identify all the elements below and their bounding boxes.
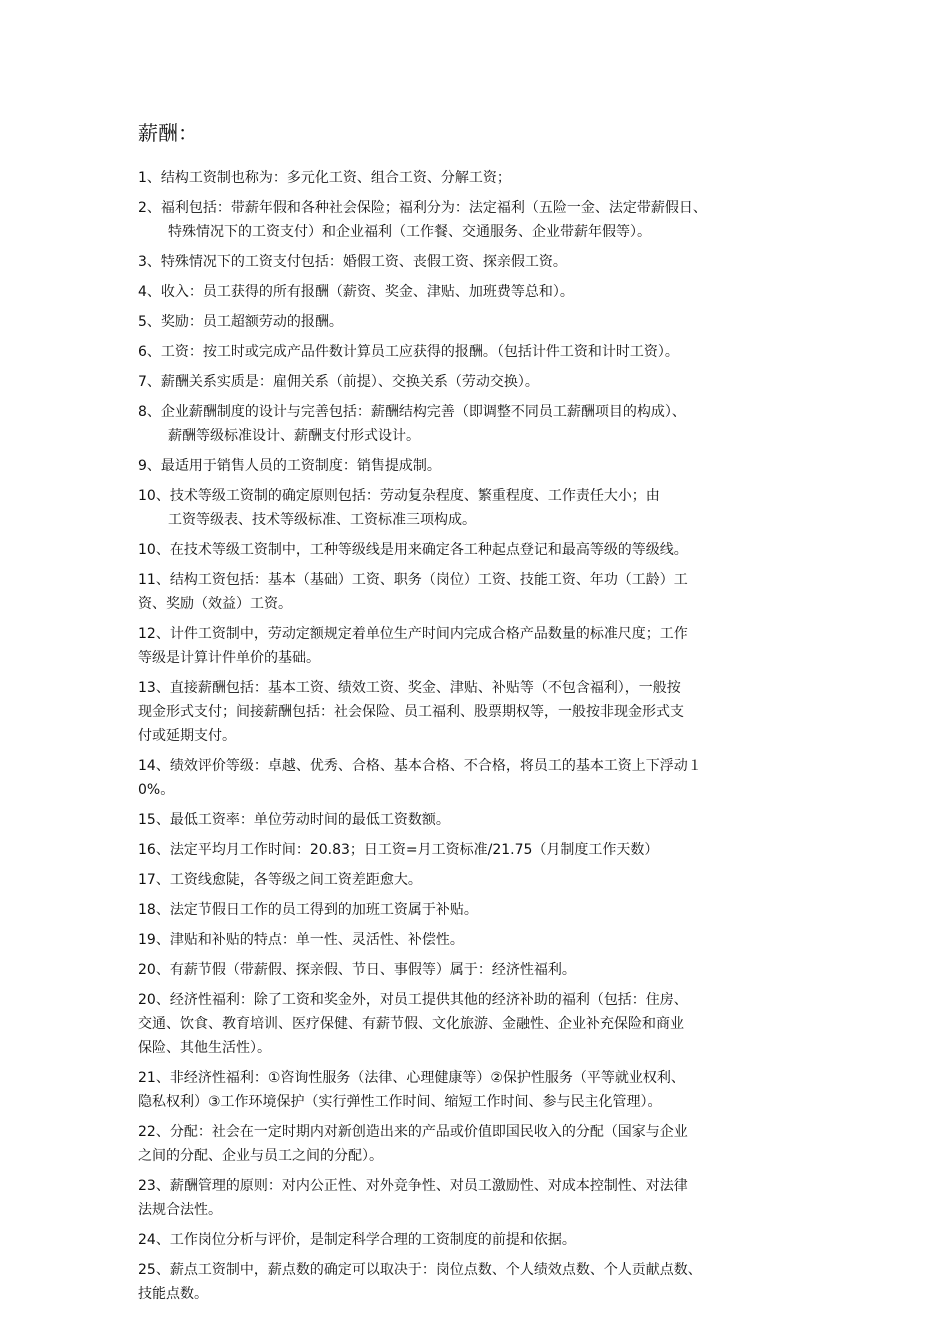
- list-item-line: 25、薪点工资制中，薪点数的确定可以取决于：岗位点数、个人绩效点数、个人贡献点数、: [138, 1262, 702, 1278]
- list-item-line: 10、技术等级工资制的确定原则包括：劳动复杂程度、繁重程度、工作责任大小；由: [138, 488, 660, 504]
- list-item: [138, 1174, 822, 1222]
- list-item-line: 隐私权利）③工作环境保护（实行弹性工作时间、缩短工作时间、参与民主化管理）。: [138, 1094, 662, 1110]
- list-item-line: 21、非经济性福利：①咨询性服务（法律、心理健康等）②保护性服务（平等就业权利、: [138, 1070, 685, 1086]
- list-item: [138, 250, 822, 274]
- list-item: [138, 568, 822, 616]
- list-item-line: 薪酬等级标准设计、薪酬支付形式设计。: [168, 428, 420, 444]
- page-title: 薪酬：: [138, 121, 198, 145]
- list-item-line: 24、工作岗位分析与评价，是制定科学合理的工资制度的前提和依据。: [138, 1232, 576, 1248]
- list-item-line: 19、津贴和补贴的特点：单一性、灵活性、补偿性。: [138, 932, 464, 948]
- list-item-line: 15、最低工资率：单位劳动时间的最低工资数额。: [138, 812, 450, 828]
- list-item-line: 9、最适用于销售人员的工资制度：销售提成制。: [138, 458, 441, 474]
- list-item: [138, 754, 822, 802]
- list-item: [138, 1120, 822, 1168]
- list-item: [138, 166, 822, 190]
- list-item: [138, 898, 822, 922]
- list-item-line: 7、薪酬关系实质是：雇佣关系（前提）、交换关系（劳动交换）。: [138, 374, 539, 390]
- list-item: [138, 1066, 822, 1114]
- list-item-line: 20、经济性福利：除了工资和奖金外，对员工提供其他的经济补助的福利（包括：住房、: [138, 992, 688, 1008]
- numbered-list: [138, 166, 822, 1312]
- list-item-line: 3、特殊情况下的工资支付包括：婚假工资、丧假工资、探亲假工资。: [138, 254, 567, 270]
- list-item: [138, 676, 822, 748]
- list-item-line: 13、直接薪酬包括：基本工资、绩效工资、奖金、津贴、补贴等（不包含福利），一般按: [138, 680, 681, 696]
- list-item: [138, 958, 822, 982]
- list-item: [138, 928, 822, 952]
- list-item: [138, 340, 822, 364]
- list-item: [138, 808, 822, 832]
- list-item-line: 8、企业薪酬制度的设计与完善包括：薪酬结构完善（即调整不同员工薪酬项目的构成）、: [138, 404, 686, 420]
- list-item: [138, 868, 822, 892]
- list-item-line: 保险、其他生活性）。: [138, 1040, 271, 1056]
- list-item-line: 6、工资：按工时或完成产品件数计算员工应获得的报酬。（包括计件工资和计时工资）。: [138, 344, 679, 360]
- list-item: [138, 1228, 822, 1252]
- list-item: [138, 538, 822, 562]
- list-item: [138, 370, 822, 394]
- list-item-line: 12、计件工资制中，劳动定额规定着单位生产时间内完成合格产品数量的标准尺度；工作: [138, 626, 688, 642]
- list-item-line: 工资等级表、技术等级标准、工资标准三项构成。: [168, 512, 476, 528]
- list-item-line: 20、有薪节假（带薪假、探亲假、节日、事假等）属于：经济性福利。: [138, 962, 576, 978]
- list-item-line: 4、收入：员工获得的所有报酬（薪资、奖金、津贴、加班费等总和）。: [138, 284, 574, 300]
- list-item: [138, 454, 822, 478]
- list-item-line: 10、在技术等级工资制中，工种等级线是用来确定各工种起点登记和最高等级的等级线。: [138, 542, 688, 558]
- list-item: [138, 196, 822, 244]
- list-item-line: 法规合法性。: [138, 1202, 222, 1218]
- list-item-line: 特殊情况下的工资支付）和企业福利（工作餐、交通服务、企业带薪年假等）。: [168, 224, 651, 240]
- list-item-line: 17、工资线愈陡，各等级之间工资差距愈大。: [138, 872, 422, 888]
- list-item: [138, 484, 822, 532]
- list-item: [138, 622, 822, 670]
- list-item-line: 2、福利包括：带薪年假和各种社会保险；福利分为：法定福利（五险一金、法定带薪假日、: [138, 200, 707, 216]
- list-item-line: 之间的分配、企业与员工之间的分配）。: [138, 1148, 383, 1164]
- list-item-line: 付或延期支付。: [138, 728, 236, 744]
- list-item-line: 18、法定节假日工作的员工得到的加班工资属于补贴。: [138, 902, 478, 918]
- list-item-line: 技能点数。: [138, 1286, 208, 1302]
- list-item-line: 23、薪酬管理的原则：对内公正性、对外竞争性、对员工激励性、对成本控制性、对法律: [138, 1178, 688, 1194]
- list-item: [138, 1258, 822, 1306]
- list-item-line: 资、奖励（效益）工资。: [138, 596, 292, 612]
- list-item-line: 14、绩效评价等级：卓越、优秀、合格、基本合格、不合格，将员工的基本工资上下浮动１: [138, 758, 702, 774]
- list-item-line: 5、奖励：员工超额劳动的报酬。: [138, 314, 343, 330]
- list-item-line: 交通、饮食、教育培训、医疗保健、有薪节假、文化旅游、金融性、企业补充保险和商业: [138, 1016, 684, 1032]
- list-item-line: 1、结构工资制也称为：多元化工资、组合工资、分解工资；: [138, 170, 511, 186]
- list-item: [138, 280, 822, 304]
- list-item: [138, 988, 822, 1060]
- list-item: [138, 400, 822, 448]
- list-item-line: 现金形式支付；间接薪酬包括：社会保险、员工福利、股票期权等，一般按非现金形式支: [138, 704, 684, 720]
- list-item-line: 0%。: [138, 782, 175, 798]
- list-item-line: 11、结构工资包括：基本（基础）工资、职务（岗位）工资、技能工资、年功（工龄）工: [138, 572, 688, 588]
- list-item-line: 22、分配：社会在一定时期内对新创造出来的产品或价值即国民收入的分配（国家与企业: [138, 1124, 688, 1140]
- list-item-line: 等级是计算计件单价的基础。: [138, 650, 320, 666]
- list-item: [138, 310, 822, 334]
- list-item-line: 16、法定平均月工作时间：20.83；日工资=月工资标准/21.75（月制度工作天数）: [138, 842, 659, 858]
- list-item: [138, 838, 822, 862]
